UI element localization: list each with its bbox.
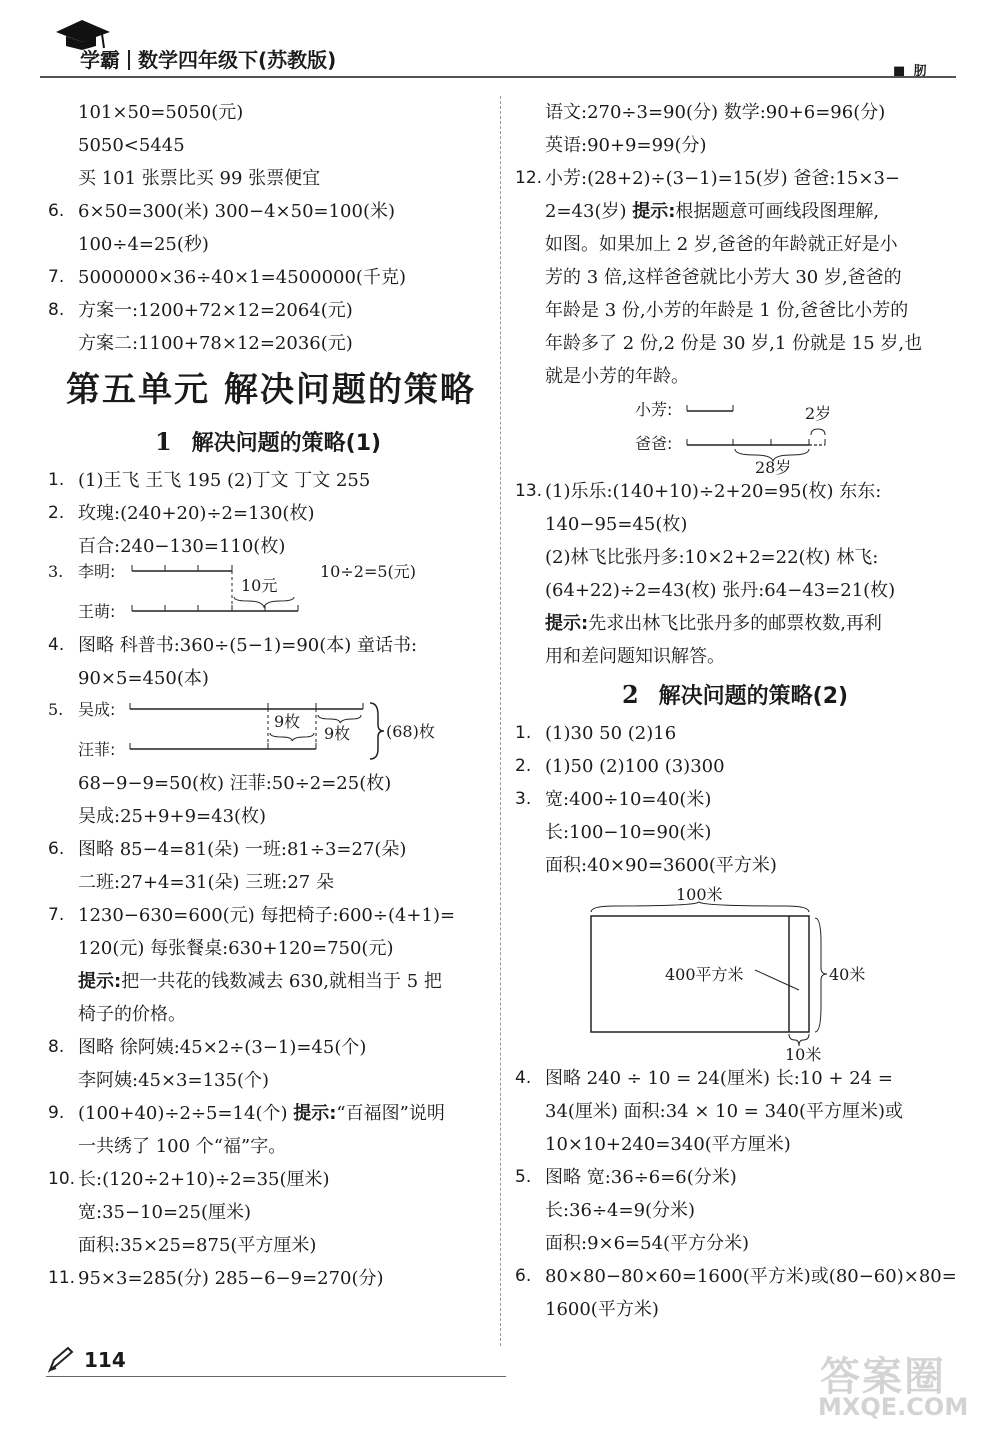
question-number: 1. [48, 470, 65, 490]
question-number: 7. [48, 267, 65, 287]
answer-text: 140−95=45(枚) [545, 514, 688, 535]
answer-text: 面积:9×6=54(平方分米) [545, 1233, 750, 1254]
hint-label: 提示: [293, 1103, 337, 1124]
answer-text: 长:(120÷2+10)÷2=35(厘米) [78, 1169, 330, 1190]
row-label-wangmeng: 王萌: [78, 602, 116, 621]
question-number: 3. [515, 789, 532, 809]
row-label-wangfei: 汪菲: [78, 740, 116, 759]
answer-text: 方案二:1100+78×12=2036(元) [78, 333, 353, 354]
answer-line [515, 1293, 955, 1326]
column-divider [500, 96, 501, 1346]
side-brace [815, 918, 827, 1032]
answer-text: 图略 宽:36÷6=6(分米) [545, 1167, 737, 1188]
answer-line [515, 360, 955, 393]
answer-text: 椅子的价格。 [78, 1004, 186, 1025]
segment-label-b: 9枚 [324, 724, 351, 743]
answer-line [48, 1064, 488, 1097]
section-number: 1 [154, 427, 172, 456]
answer-text: (1)50 (2)100 (3)300 [545, 756, 725, 777]
side-label: 40米 [829, 965, 866, 984]
answer-text: 120(元) 每张餐桌:630+120=750(元) [78, 938, 394, 959]
answer-text: (1)30 50 (2)16 [545, 723, 677, 744]
answer-text: 英语:90+9=99(分) [545, 135, 707, 156]
question-number: 2. [48, 503, 65, 523]
answer-line [48, 662, 488, 695]
brace [234, 597, 294, 607]
answer-q4 [48, 629, 488, 695]
answer-text: 芳的 3 倍,这样爸爸就比小芳大 30 岁,爸爸的 [545, 267, 902, 288]
hint-text: 先求出林飞比张丹多的邮票枚数,再利 [588, 613, 882, 634]
question-number: 3. [48, 563, 64, 581]
answer-text: 语文:270÷3=90(分) 数学:90+6=96(分) [545, 102, 886, 123]
extra-label: 2岁 [805, 404, 832, 423]
pointer-line [755, 970, 799, 990]
answer-q13 [515, 475, 955, 673]
brace [270, 733, 314, 741]
answer-text: 吴成:25+9+9=43(枚) [78, 806, 267, 827]
answer-text: 一共绣了 100 个“福”字。 [78, 1136, 287, 1157]
answer-line [48, 833, 488, 866]
question-number: 5. [48, 700, 64, 719]
answer-line [515, 541, 955, 574]
right-column [515, 96, 955, 1326]
answer-line [48, 228, 488, 261]
question-number: 13. [515, 481, 543, 501]
hint-label: 提示: [545, 613, 589, 634]
answer-line [48, 294, 488, 327]
answer-line [48, 261, 488, 294]
answer-line [48, 530, 488, 563]
answer-line [48, 497, 488, 530]
answer-line [515, 1227, 955, 1260]
answer-text: 长:36÷4=9(分米) [545, 1200, 696, 1221]
answer-line [515, 475, 955, 508]
book-subject: 数学四年级下(苏教版) [138, 48, 337, 72]
answer-line [48, 162, 488, 195]
right-pre-answers [515, 96, 955, 162]
answer-text: 就是小芳的年龄。 [545, 366, 689, 387]
question-number: 9. [48, 1103, 65, 1123]
answer-line [515, 508, 955, 541]
brace [811, 429, 825, 435]
rectangle-diagram [515, 882, 955, 1062]
answer-line [515, 750, 955, 783]
answer-text: 面积:35×25=875(平方厘米) [78, 1235, 317, 1256]
row-label-wucheng: 吴成: [78, 700, 116, 719]
answer-text: 5050<5445 [78, 135, 185, 156]
answer-line [48, 1196, 488, 1229]
answer-line [515, 607, 955, 640]
page-footer [46, 1346, 126, 1376]
hint-text: 根据题意可画线段图理解, [675, 201, 880, 222]
book-title [80, 44, 336, 73]
watermark-logo [812, 1345, 992, 1429]
answer-q2 [48, 497, 488, 563]
answer-text: 34(厘米) 面积:34 × 10 = 340(平方厘米)或 [545, 1101, 903, 1122]
answer-text: 图略 85−4=81(朵) 一班:81÷3=27(朵) [78, 839, 407, 860]
answer-q5 [48, 767, 488, 833]
answer-text: (1)乐乐:(140+10)÷2+20=95(枚) 东东: [545, 481, 882, 502]
question-number: 2. [515, 756, 532, 776]
pencil-icon [46, 1346, 76, 1374]
segment-diagram-q3 [48, 563, 488, 629]
answer-text: (1)王飞 王飞 195 (2)丁文 丁文 255 [78, 470, 371, 491]
question-number: 1. [515, 723, 532, 743]
answer-text: 玫瑰:(240+20)÷2=130(枚) [78, 503, 315, 524]
inner-label: 400平方米 [665, 965, 744, 984]
answer-line [48, 1163, 488, 1196]
title-separator [128, 50, 130, 70]
section-number: 2 [621, 680, 639, 709]
answer-text: 李阿姨:45×3=135(个) [78, 1070, 269, 1091]
answer-text: 方案一:1200+72×12=2064(元) [78, 300, 353, 321]
answer-line [515, 162, 955, 195]
answer-text: 101×50=5050(元) [78, 102, 244, 123]
top-label: 100米 [676, 885, 723, 904]
answer-text: 如图。如果加上 2 岁,爸爸的年龄就正好是小 [545, 234, 898, 255]
answer-line [515, 849, 955, 882]
hint-text: “百福图”说明 [336, 1103, 445, 1124]
answer-text: 用和差问题知识解答。 [545, 646, 725, 667]
answer-text: 百合:240−130=110(枚) [78, 536, 286, 557]
question-number: 12. [515, 168, 543, 188]
answer-line [515, 1161, 955, 1194]
answer-line [48, 1031, 488, 1064]
answer-text [515, 613, 882, 634]
span-label: 28岁 [755, 458, 792, 475]
section-2-answers [515, 717, 955, 882]
answer-text: 年龄是 3 份,小芳的年龄是 1 份,爸爸比小芳的 [545, 300, 909, 321]
header-rule [40, 76, 956, 78]
answer-line [515, 640, 955, 673]
answer-text: 68−9−9=50(枚) 汪菲:50÷2=25(枚) [78, 773, 392, 794]
left-column [48, 96, 488, 1295]
answer-line [48, 998, 488, 1031]
answer-text: 1230−630=600(元) 每把椅子:600÷(4+1)= [78, 905, 456, 926]
hint-label: 提示: [632, 201, 676, 222]
answer-text: 宽:400÷10=40(米) [545, 789, 712, 810]
section-2-tail-answers [515, 1062, 955, 1326]
answer-line [48, 866, 488, 899]
answer-text: 长:100−10=90(米) [545, 822, 712, 843]
answer-text: 1600(平方米) [545, 1299, 659, 1320]
answer-line [48, 899, 488, 932]
answer-line [48, 1097, 488, 1130]
question-number: 8. [48, 1037, 65, 1057]
section-1-heading [48, 420, 488, 464]
answer-text-part: 2=43(岁) [545, 201, 633, 222]
answer-line [515, 783, 955, 816]
answer-line [515, 1095, 955, 1128]
answer-line [48, 629, 488, 662]
total-brace [370, 703, 384, 759]
unit-title: 第五单元 解决问题的策略 [66, 370, 476, 410]
question-number: 7. [48, 905, 65, 925]
answer-line [515, 1260, 955, 1293]
answer-text: 10×10+240=340(平方厘米) [545, 1134, 791, 1155]
brand-name: 学霸 [80, 48, 120, 72]
answer-line [48, 965, 488, 998]
question-number: 6. [48, 839, 65, 859]
answer-line [515, 1128, 955, 1161]
answer-text [515, 201, 879, 222]
answer-line [48, 96, 488, 129]
mid-label: 10元 [241, 576, 278, 595]
footer-rule [46, 1376, 506, 1377]
answer-line [515, 327, 955, 360]
answer-text: 95×3=285(分) 285−6−9=270(分) [78, 1268, 384, 1289]
header-mark: ■ 肕 [893, 64, 929, 79]
formula: 10÷2=5(元) [320, 563, 417, 581]
answer-text: 买 101 张票比买 99 张票便宜 [78, 168, 321, 189]
answer-line [515, 129, 955, 162]
section-title: 解决问题的策略(1) [191, 431, 382, 456]
answer-text: (2)林飞比张丹多:10×2+2=22(枚) 林飞: [545, 547, 879, 568]
answer-text: (64+22)÷2=43(枚) 张丹:64−43=21(枚) [545, 580, 896, 601]
answer-text: 5000000×36÷40×1=4500000(千克) [78, 267, 406, 288]
page-number: 114 [84, 1348, 126, 1372]
bottom-label: 10米 [785, 1045, 822, 1062]
brace [318, 715, 361, 723]
answer-line [48, 1262, 488, 1295]
answer-line [515, 1062, 955, 1095]
answer-line [48, 767, 488, 800]
answer-line [515, 195, 955, 228]
answer-line [48, 800, 488, 833]
answer-line [515, 96, 955, 129]
row-label-baba: 爸爸: [635, 434, 673, 453]
answer-text: 图略 科普书:360÷(5−1)=90(本) 童话书: [78, 635, 418, 656]
answer-text: 图略 徐阿姨:45×2÷(3−1)=45(个) [78, 1037, 367, 1058]
answer-text: 面积:40×90=3600(平方米) [545, 855, 777, 876]
answer-line [515, 294, 955, 327]
section-title: 解决问题的策略(2) [658, 684, 849, 709]
hint-label: 提示: [78, 971, 122, 992]
row-label-liming: 李明: [78, 563, 116, 581]
total-label: (68)枚 [386, 722, 435, 741]
answer-text: 100÷4=25(秒) [78, 234, 209, 255]
answer-line [48, 195, 488, 228]
answer-text: 80×80−80×60=1600(平方米)或(80−60)×80= [545, 1266, 957, 1287]
segment-diagram-q12 [515, 393, 955, 475]
left-pre-answers [48, 96, 488, 360]
segment-diagram-q5 [48, 695, 488, 767]
answer-line [515, 717, 955, 750]
answer-text [48, 1103, 445, 1124]
question-number: 10. [48, 1169, 76, 1189]
question-number: 4. [48, 635, 65, 655]
question-number: 4. [515, 1068, 532, 1088]
question-number: 6. [515, 1266, 532, 1286]
section-2-heading [515, 673, 955, 717]
row-label-xiaofang: 小芳: [635, 400, 673, 419]
answer-text: 图略 240 ÷ 10 = 24(厘米) 长:10 + 24 = [545, 1068, 893, 1089]
answer-line [48, 1229, 488, 1262]
question-number: 6. [48, 201, 65, 221]
answers-q6-q11 [48, 833, 488, 1295]
answer-text: 90×5=450(本) [78, 668, 209, 689]
question-number: 11. [48, 1268, 76, 1288]
answer-text-part: (100+40)÷2÷5=14(个) [78, 1103, 294, 1124]
answer-text: 年龄多了 2 份,2 份是 30 岁,1 份就是 15 岁,也 [545, 333, 923, 354]
answer-text: 二班:27+4=31(朵) 三班:27 朵 [78, 872, 334, 893]
answer-text [48, 971, 442, 992]
answer-line [48, 1130, 488, 1163]
answer-line [48, 327, 488, 360]
answer-line [515, 574, 955, 607]
answer-text: 6×50=300(米) 300−4×50=100(米) [78, 201, 396, 222]
answer-line [48, 464, 488, 497]
answer-q12 [515, 162, 955, 393]
answer-line [48, 932, 488, 965]
answer-line [48, 129, 488, 162]
page-header [0, 0, 1000, 90]
question-number: 5. [515, 1167, 532, 1187]
answer-line [515, 261, 955, 294]
answer-text: 小芳:(28+2)÷(3−1)=15(岁) 爸爸:15×3− [545, 168, 900, 189]
answer-line [515, 1194, 955, 1227]
hint-text: 把一共花的钱数减去 630,就相当于 5 把 [121, 971, 442, 992]
answer-text: 宽:35−10=25(厘米) [78, 1202, 251, 1223]
question-number: 8. [48, 300, 65, 320]
watermark-url: MXQE.COM [818, 1393, 969, 1421]
watermark-text: 答案圈 [820, 1354, 946, 1400]
answer-line [515, 816, 955, 849]
answer-line [515, 228, 955, 261]
segment-label-a: 9枚 [274, 712, 301, 731]
